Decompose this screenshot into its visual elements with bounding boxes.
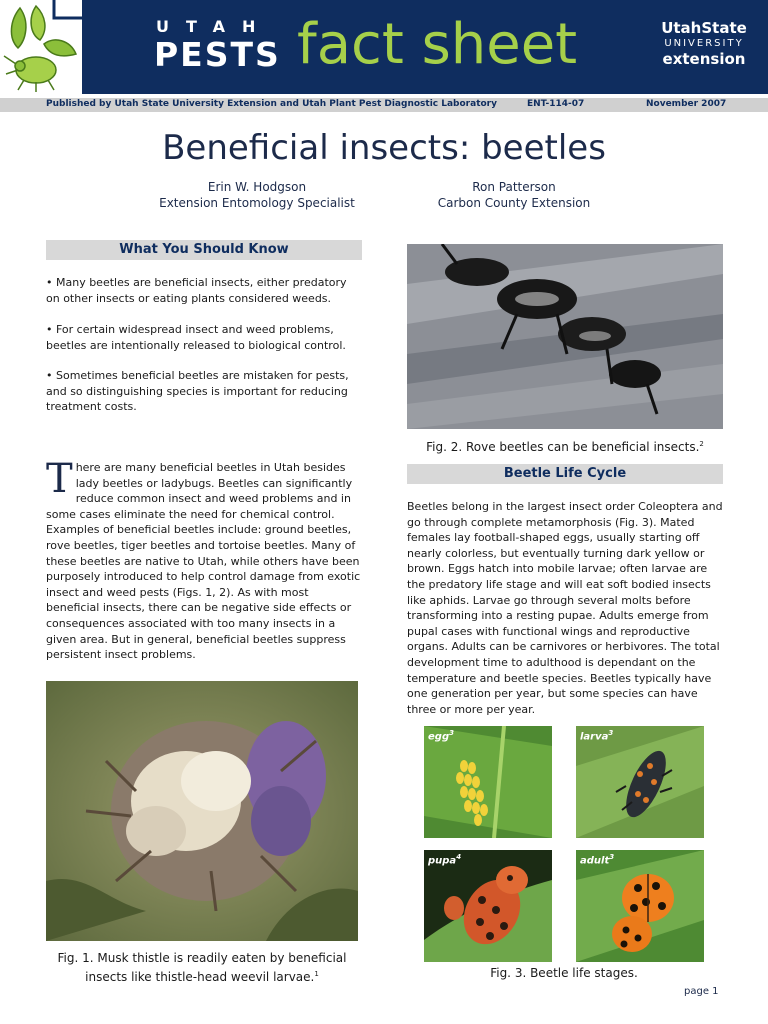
know-bullet-3: • Sometimes beneficial beetles are mistaken for pests, and so distinguishing species is important for reducing treatment costs.	[46, 369, 349, 414]
fig2-ref: 2	[699, 440, 704, 448]
publisher-text: Published by Utah State University Extension and Utah Plant Pest Diagnostic Laboratory	[46, 99, 497, 109]
author-1	[130, 179, 384, 211]
stage-larva-label	[580, 729, 613, 742]
logo-box	[0, 0, 82, 94]
university-logo	[650, 20, 758, 69]
page-number: page 1	[684, 986, 719, 997]
stage-larva-photo	[576, 726, 704, 838]
author-1-role: Extension Entomology Specialist	[159, 196, 355, 210]
stage-pupa-label	[428, 853, 461, 866]
stage-adult-label	[580, 853, 614, 866]
publication-bar	[0, 98, 768, 112]
fig2-rove-beetle-photo	[407, 244, 723, 429]
university-line3: extension	[662, 50, 746, 68]
stage-pupa-label-text: pupa	[428, 855, 457, 867]
author-2-role: Carbon County Extension	[437, 196, 591, 210]
know-bullet-1: • Many beetles are beneficial insects, either predatory on other insects or eating plants considered weeds.	[46, 276, 347, 305]
brand-pests: PESTS	[154, 35, 281, 74]
fig2-caption	[407, 436, 723, 455]
aphid-logo-icon	[0, 0, 82, 94]
doc-id: ENT-114-07	[527, 99, 585, 109]
author-1-name: Erin W. Hodgson	[207, 180, 307, 194]
page-title: Beneficial insects: beetles	[162, 128, 606, 168]
stage-adult-ref: 3	[609, 853, 615, 861]
know-heading: What You Should Know	[46, 240, 362, 260]
fig3-caption: Fig. 3. Beetle life stages.	[490, 966, 638, 980]
stage-larva-ref: 3	[608, 729, 614, 737]
stage-egg-label-text: egg	[428, 731, 450, 743]
dropcap: T	[46, 456, 73, 502]
stage-egg-photo	[424, 726, 552, 838]
know-bullet-2: • For certain widespread insect and weed problems, beetles are intentionally released to biological control.	[46, 323, 346, 352]
pub-date: November 2007	[646, 99, 727, 109]
fig2-caption-text: Fig. 2. Rove beetles can be beneficial insects.	[426, 440, 700, 454]
stage-pupa-photo	[424, 850, 552, 962]
fig1-caption	[46, 950, 358, 985]
fig1-ref: 1	[314, 970, 319, 978]
intro-text: here are many beneficial beetles in Utah besides lady beetles or ladybugs. Beetles can significantly reduce common insect and weed problems and in some cases eliminate the need for chemical control. Examples of beneficial beetles include: ground beetles, rove beetles, tiger beetles and tortoise beetles. Many of these beetles are native to Utah, while others have been purposely introduced to help control damage from exotic insect and weed pests (Figs. 1, 2). As with most beneficial insects, there can be negative side effects or consequences associated with too many insects in a given area. But in general, beneficial beetles suppress persistent insect problems.	[46, 461, 361, 662]
stage-egg-label	[428, 729, 454, 742]
fig1-thistle-photo	[46, 681, 358, 941]
brand-state: UTAH	[156, 17, 273, 36]
intro-paragraph	[46, 456, 362, 663]
stage-larva-label-text: larva	[580, 731, 609, 743]
lifecycle-heading: Beetle Life Cycle	[407, 464, 723, 484]
university-line1: UtahState	[661, 19, 747, 37]
stage-egg-ref: 3	[449, 729, 454, 737]
stage-pupa-ref: 4	[456, 853, 462, 861]
stage-adult-photo	[576, 850, 704, 962]
brand-factsheet: fact sheet	[297, 12, 578, 77]
fig1-caption-text: Fig. 1. Musk thistle is readily eaten by beneficial insects like thistle-head weevil larvae.	[57, 951, 347, 984]
author-2-name: Ron Patterson	[472, 180, 556, 194]
author-2	[400, 179, 628, 211]
stage-adult-label-text: adult	[580, 855, 610, 867]
header-banner	[0, 0, 768, 94]
lifecycle-paragraph: Beetles belong in the largest insect order Coleoptera and go through complete metamorphosis (Fig. 3). Mated females lay football-shaped eggs, usually starting off nearly colorless, but eventually turning dark yellow or brown. Eggs hatch into mobile larvae; often larvae are the predatory life stage and will eat soft bodied insects like aphids. Larvae go through several molts before transforming into a resting pupae. Adults emerge from pupal cases with functional wings and reproductive organs. Adults can be carnivores or herbivores. The total development time to adulthood is dependant on the temperature and beetle species. Beetles typically have one generation per year, but some species can have three or more per year.	[407, 500, 723, 716]
university-line2: UNIVERSITY	[664, 38, 744, 49]
